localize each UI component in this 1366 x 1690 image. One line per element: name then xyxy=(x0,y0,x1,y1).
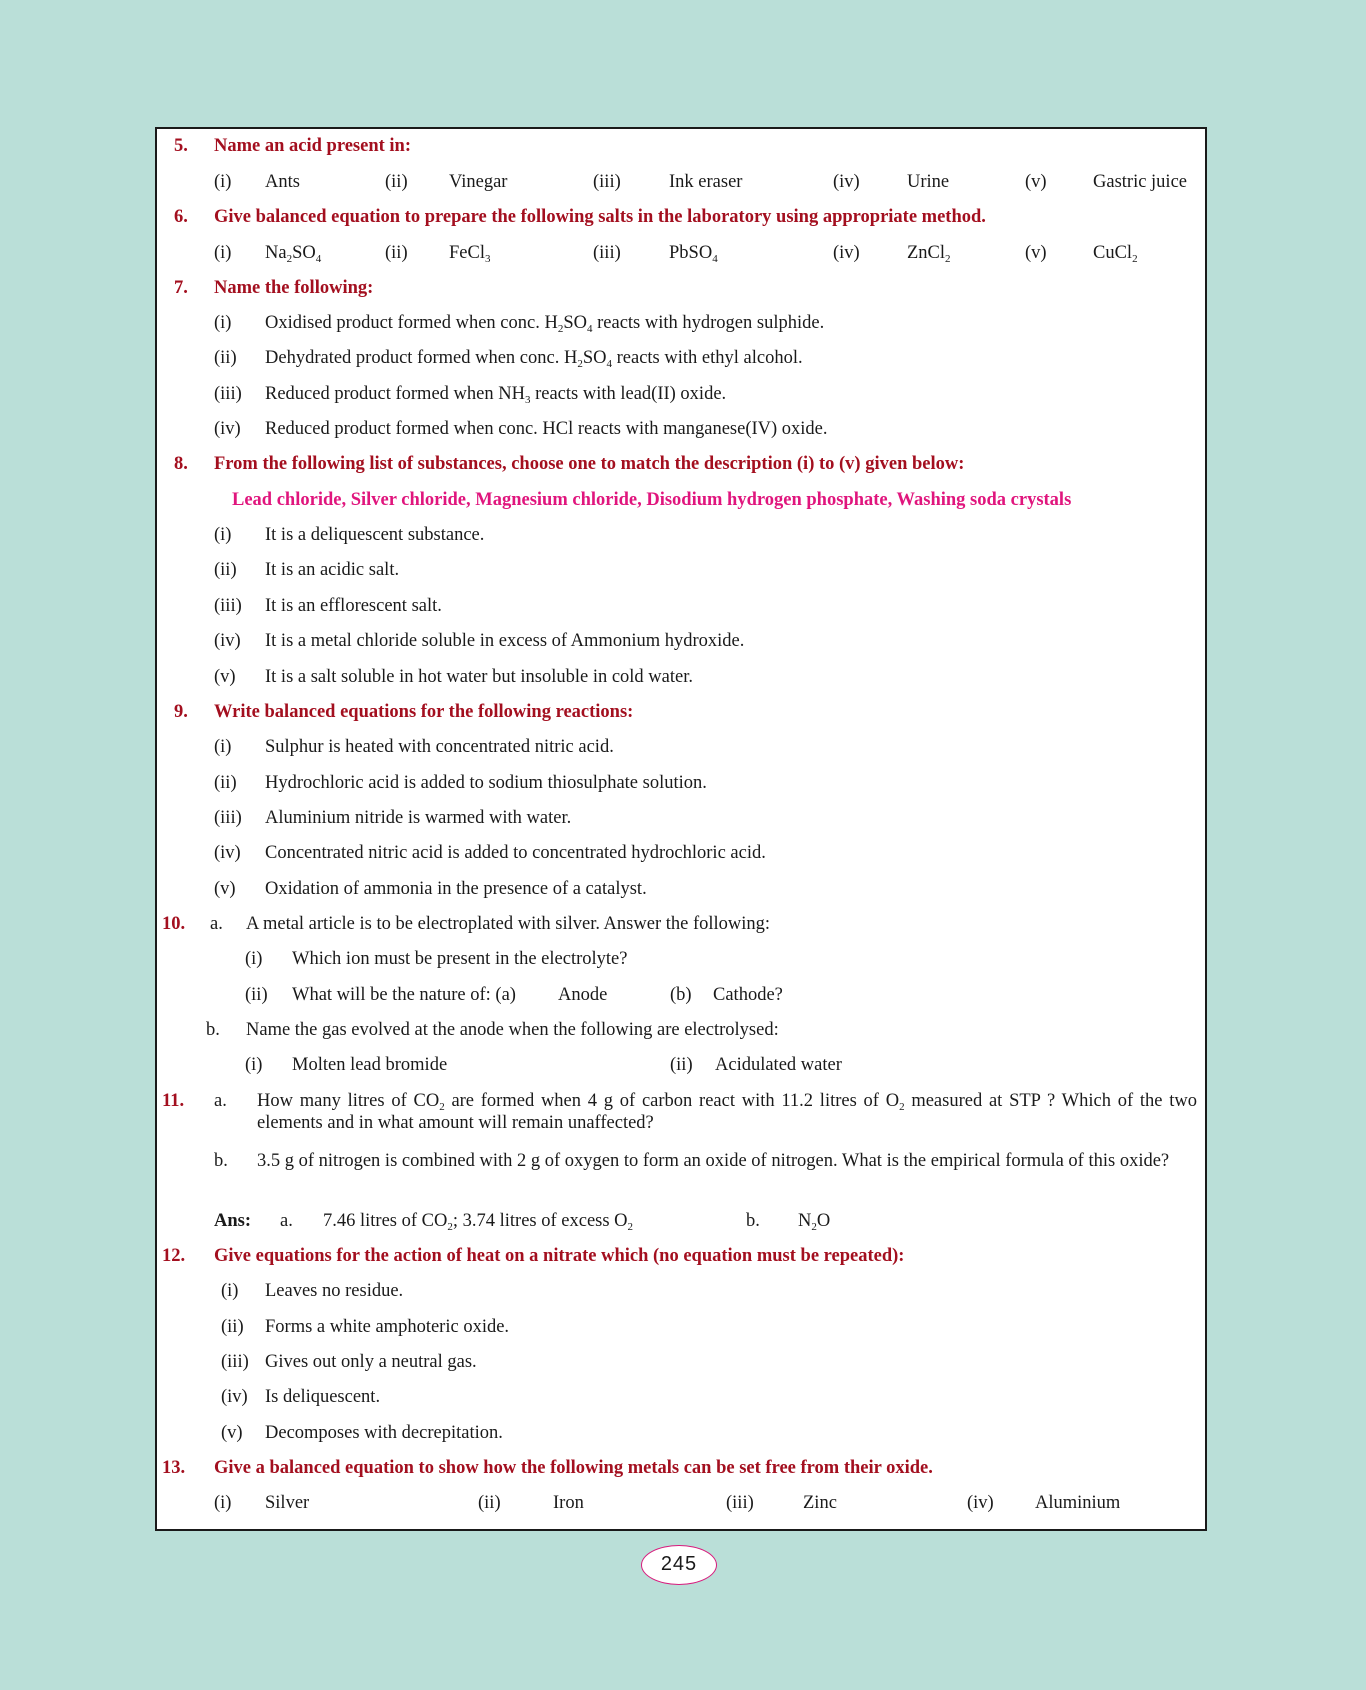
option-text: Hydrochloric acid is added to sodium thiosulphate solution. xyxy=(265,773,707,793)
option-label: (iv) xyxy=(833,243,860,263)
question-number: 7. xyxy=(174,278,188,298)
formula-pbso4: PbSO$_4$ xyxy=(669,243,718,265)
question-title: Give equations for the action of heat on a nitrate which (no equation must be repeated): xyxy=(214,1246,905,1266)
option-text: It is a deliquescent substance. xyxy=(265,525,485,545)
option-text: It is a metal chloride soluble in excess of Ammonium hydroxide. xyxy=(265,631,745,651)
part-text: A metal article is to be electroplated with silver. Answer the following: xyxy=(246,914,771,934)
part-label: b. xyxy=(214,1151,228,1171)
option-label: (i) xyxy=(214,525,232,545)
question-title: Give a balanced equation to show how the following metals can be set free from their oxide. xyxy=(214,1458,933,1478)
option-text: Silver xyxy=(265,1493,310,1513)
option-text: Decomposes with decrepitation. xyxy=(265,1423,503,1443)
option-label: (i) xyxy=(214,737,232,757)
option-label: (ii) xyxy=(214,560,237,580)
option-label: (i) xyxy=(214,313,232,333)
option-label: (i) xyxy=(214,243,232,263)
option-label: (iv) xyxy=(221,1387,248,1407)
option-label: (iii) xyxy=(214,596,242,616)
option-text: Oxidation of ammonia in the presence of a catalyst. xyxy=(265,879,647,899)
option-text: It is an efflorescent salt. xyxy=(265,596,442,616)
option-text: Oxidised product formed when conc. $H_2SO_4$ reacts with hydrogen sulphide. xyxy=(265,313,825,335)
option-label: (i) xyxy=(221,1281,239,1301)
question-number: 6. xyxy=(174,207,188,227)
option-text: Is deliquescent. xyxy=(265,1387,381,1407)
option-label: (i) xyxy=(245,1055,263,1075)
formula-fecl3: FeCl$_3$ xyxy=(449,243,491,265)
option-label: (iii) xyxy=(214,808,242,828)
option-text: Ants xyxy=(265,172,300,192)
option-label: (v) xyxy=(221,1423,243,1443)
question-title: Name the following: xyxy=(214,278,374,298)
answer-part-label: a. xyxy=(280,1211,293,1231)
option-text: What will be the nature of: (a) xyxy=(292,985,516,1005)
page-number-badge: 245 xyxy=(641,1545,717,1585)
option-text: Sulphur is heated with concentrated nitric acid. xyxy=(265,737,614,757)
formula-cucl2: CuCl$_2$ xyxy=(1093,243,1138,265)
option-label: (iii) xyxy=(221,1352,249,1372)
question-number: 12. xyxy=(162,1246,186,1266)
formula-na2so4: $Na_2SO_4$ xyxy=(265,243,322,265)
answer-part-label: b. xyxy=(746,1211,760,1231)
part-text: 3.5 g of nitrogen is combined with 2 g of oxygen to form an oxide of nitrogen. What is the empirical formula of this oxide? xyxy=(257,1151,1170,1171)
option-label: (ii) xyxy=(214,348,237,368)
question-title: Name an acid present in: xyxy=(214,136,411,156)
question-title: From the following list of substances, choose one to match the description (i) to (v) given below: xyxy=(214,454,965,474)
option-text: Iron xyxy=(553,1493,584,1513)
option-text: Which ion must be present in the electrolyte? xyxy=(292,949,628,969)
option-label: (v) xyxy=(214,667,236,687)
part-text: How many litres of $CO_2$ are formed when 4 g of carbon react with 11.2 litres of $O_2$ measured at STP ? Which of the two elements and in what amount will remain unaffected? xyxy=(257,1091,1197,1133)
option-label: (iii) xyxy=(593,172,621,192)
question-title: Write balanced equations for the following reactions: xyxy=(214,702,634,722)
option-label: (iv) xyxy=(833,172,860,192)
option-text: Urine xyxy=(907,172,950,192)
part-label: b. xyxy=(206,1020,220,1040)
option-text: Concentrated nitric acid is added to concentrated hydrochloric acid. xyxy=(265,843,766,863)
option-text: Reduced product formed when $NH_3$ reacts with lead(II) oxide. xyxy=(265,384,727,406)
option-label: (b) xyxy=(670,985,692,1005)
option-text: Gastric juice xyxy=(1093,172,1187,192)
question-number: 8. xyxy=(174,454,188,474)
option-label: (iv) xyxy=(214,843,241,863)
option-label: (v) xyxy=(214,879,236,899)
option-label: (i) xyxy=(214,172,232,192)
option-text: Acidulated water xyxy=(715,1055,842,1075)
answer-text: $N_2O$ xyxy=(798,1211,831,1233)
question-number: 5. xyxy=(174,136,188,156)
option-text: Aluminium nitride is warmed with water. xyxy=(265,808,572,828)
option-label: (v) xyxy=(1025,172,1047,192)
option-text: Gives out only a neutral gas. xyxy=(265,1352,477,1372)
option-text: Aluminium xyxy=(1035,1493,1121,1513)
part-label: a. xyxy=(210,914,223,934)
option-text: Reduced product formed when conc. HCl reacts with manganese(IV) oxide. xyxy=(265,419,828,439)
option-label: (iv) xyxy=(214,631,241,651)
answer-label: Ans: xyxy=(214,1211,252,1231)
answer-text: 7.46 litres of $CO_2$; 3.74 litres of excess $O_2$ xyxy=(323,1211,634,1233)
question-number: 10. xyxy=(162,914,186,934)
part-text: Name the gas evolved at the anode when the following are electrolysed: xyxy=(246,1020,779,1040)
option-label: (iv) xyxy=(214,419,241,439)
option-text: Molten lead bromide xyxy=(292,1055,448,1075)
option-text: Anode xyxy=(558,985,608,1005)
option-text: Cathode? xyxy=(713,985,783,1005)
option-label: (i) xyxy=(245,949,263,969)
option-label: (iv) xyxy=(967,1493,994,1513)
substance-list: Lead chloride, Silver chloride, Magnesium chloride, Disodium hydrogen phosphate, Washing soda crystals xyxy=(232,490,1072,510)
option-text: Dehydrated product formed when conc. $H_2SO_4$ reacts with ethyl alcohol. xyxy=(265,348,803,370)
option-text: It is a salt soluble in hot water but insoluble in cold water. xyxy=(265,667,693,687)
option-text: Ink eraser xyxy=(669,172,743,192)
option-text: It is an acidic salt. xyxy=(265,560,400,580)
option-label: (ii) xyxy=(385,172,408,192)
question-number: 9. xyxy=(174,702,188,722)
option-label: (ii) xyxy=(670,1055,693,1075)
option-label: (ii) xyxy=(245,985,268,1005)
option-label: (iii) xyxy=(593,243,621,263)
formula-zncl2: ZnCl$_2$ xyxy=(907,243,951,265)
option-text: Zinc xyxy=(803,1493,837,1513)
option-label: (ii) xyxy=(385,243,408,263)
option-label: (ii) xyxy=(478,1493,501,1513)
option-label: (v) xyxy=(1025,243,1047,263)
option-label: (ii) xyxy=(214,773,237,793)
question-title: Give balanced equation to prepare the following salts in the laboratory using appropriate method. xyxy=(214,207,986,227)
option-label: (ii) xyxy=(221,1317,244,1337)
option-text: Forms a white amphoteric oxide. xyxy=(265,1317,510,1337)
option-text: Leaves no residue. xyxy=(265,1281,404,1301)
question-number: 13. xyxy=(162,1458,186,1478)
option-text: Vinegar xyxy=(449,172,508,192)
option-label: (iii) xyxy=(726,1493,754,1513)
part-label: a. xyxy=(214,1091,227,1111)
question-number: 11. xyxy=(162,1091,185,1111)
option-label: (i) xyxy=(214,1493,232,1513)
option-label: (iii) xyxy=(214,384,242,404)
